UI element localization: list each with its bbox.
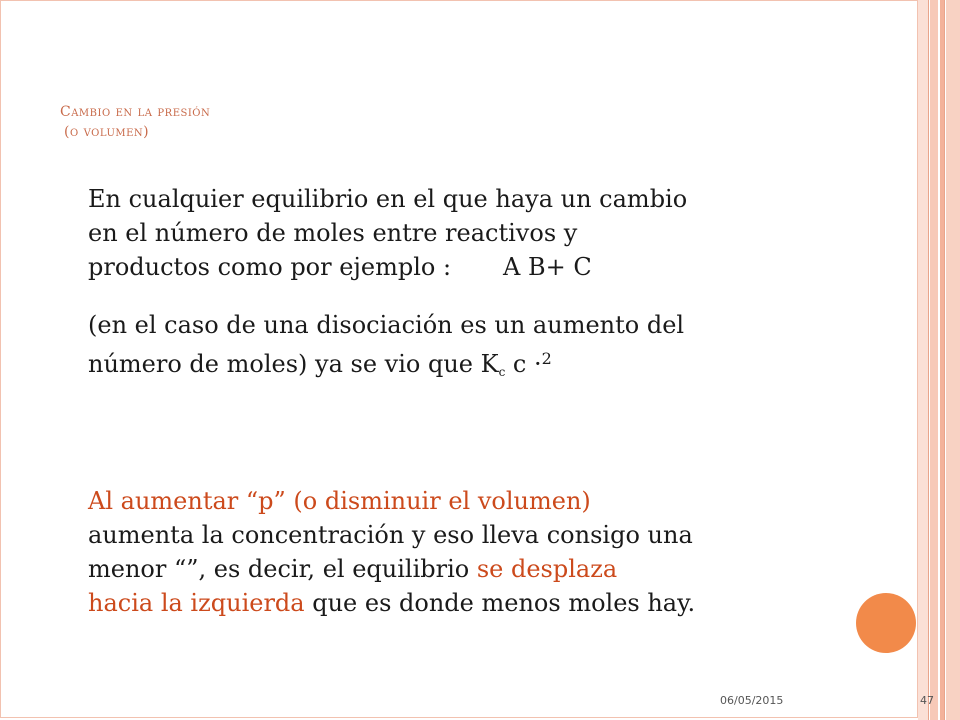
highlight-text: hacia la izquierda	[88, 589, 305, 617]
paragraph-1	[88, 182, 828, 284]
paragraph-line	[88, 342, 828, 389]
paragraph-line	[88, 250, 828, 284]
paragraph-text: número de moles) ya se vio que K	[88, 350, 499, 378]
superscript: 2	[541, 349, 552, 368]
decorative-stripe-line	[928, 0, 929, 720]
subscript: c	[498, 365, 506, 379]
paragraph-line: en el número de moles entre reactivos y	[88, 219, 578, 247]
decorative-stripe	[930, 0, 938, 720]
paragraph-line: aumenta la concentración y eso lleva consigo una	[88, 521, 693, 549]
paragraph-text: productos como por ejemplo :	[88, 253, 452, 281]
paragraph-line	[88, 552, 828, 586]
decorative-stripe	[918, 0, 928, 720]
decorative-stripe	[946, 0, 960, 720]
paragraph-3	[88, 484, 828, 620]
title-line-2: (o volumen)	[64, 124, 150, 140]
slide-title	[60, 102, 660, 142]
highlight-text: se desplaza	[476, 555, 618, 583]
paragraph-line: (en el caso de una disociación es un aumento del	[88, 311, 685, 339]
paragraph-line: En cualquier equilibrio en el que haya un cambio	[88, 185, 688, 213]
decorative-circle	[856, 593, 916, 653]
footer-date: 06/05/2015	[720, 694, 784, 707]
paragraph-2	[88, 308, 828, 389]
decorative-stripe-line	[944, 0, 945, 720]
paragraph-text: menor “”, es decir, el equilibrio	[88, 555, 477, 583]
paragraph-line	[88, 586, 828, 620]
page-number: 47	[920, 694, 934, 707]
reaction-equation: A B+ C	[503, 253, 592, 281]
formula-text: c ·	[505, 350, 542, 378]
paragraph-line: Al aumentar “p” (o disminuir el volumen)	[88, 487, 591, 515]
paragraph-text: que es donde menos moles hay.	[304, 589, 696, 617]
title-line-1: Cambio en la presión	[60, 104, 211, 120]
